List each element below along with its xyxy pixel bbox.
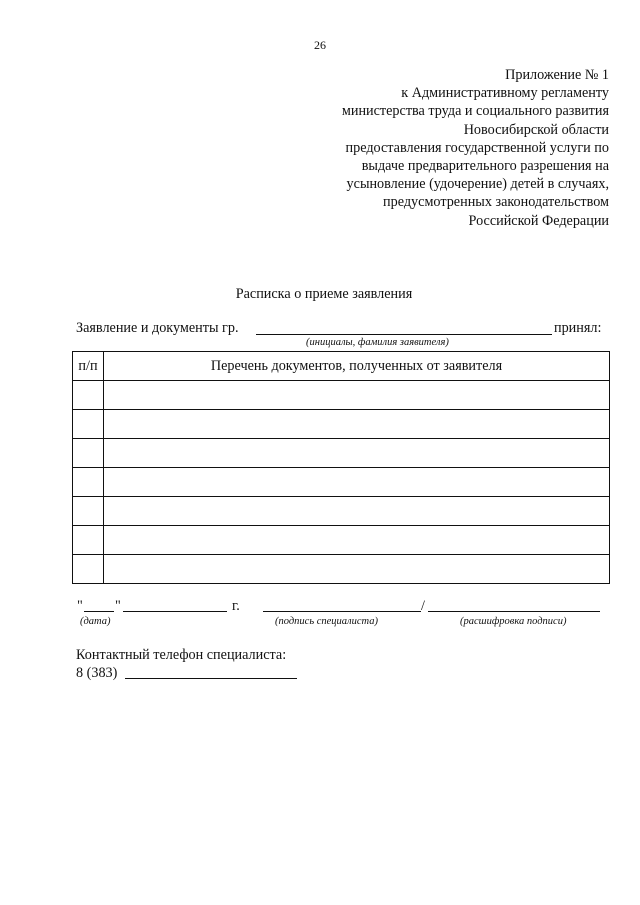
day-field[interactable]	[84, 611, 114, 612]
phone-number-field[interactable]	[125, 678, 297, 679]
contact-label: Контактный телефон специалиста:	[76, 647, 287, 663]
applicant-name-field[interactable]	[256, 334, 552, 335]
date-hint: (дата)	[80, 616, 111, 627]
row-number-cell[interactable]	[73, 497, 104, 526]
appendix-line: усыновление (удочерение) детей в случаях,	[346, 176, 609, 193]
row-number-cell[interactable]	[73, 468, 104, 497]
table-row	[73, 381, 610, 410]
appendix-line: министерства труда и социального развития	[341, 103, 609, 120]
row-document-cell[interactable]	[104, 468, 610, 497]
table-row	[73, 468, 610, 497]
appendix-line: предоставления государственной услуги по	[345, 139, 609, 156]
column-header-number: п/п	[73, 352, 104, 381]
signature-hint: (подпись специалиста)	[275, 616, 379, 627]
date-quote-open: "	[77, 598, 83, 614]
row-document-cell[interactable]	[104, 410, 610, 439]
phone-prefix: 8 (383)	[76, 665, 118, 681]
row-document-cell[interactable]	[104, 439, 610, 468]
row-document-cell[interactable]	[104, 381, 610, 410]
date-quote-close: "	[115, 598, 121, 614]
row-document-cell[interactable]	[104, 526, 610, 555]
row-number-cell[interactable]	[73, 439, 104, 468]
table-row	[73, 439, 610, 468]
appendix-header	[279, 66, 609, 230]
documents-table	[72, 351, 610, 584]
column-header-documents: Перечень документов, полученных от заявителя	[104, 352, 610, 381]
row-number-cell[interactable]	[73, 526, 104, 555]
row-number-cell[interactable]	[73, 555, 104, 584]
row-number-cell[interactable]	[73, 410, 104, 439]
month-field[interactable]	[123, 611, 227, 612]
contact-block	[76, 646, 286, 682]
year-suffix: г.	[232, 598, 240, 614]
appendix-line: Новосибирской области	[463, 121, 609, 138]
signature-decode-field[interactable]	[428, 611, 600, 612]
intro-text: Заявление и документы гр.	[76, 320, 239, 336]
specialist-signature-field[interactable]	[263, 611, 421, 612]
decode-hint: (расшифровка подписи)	[460, 616, 567, 627]
signature-separator: /	[421, 598, 425, 614]
table-row	[73, 526, 610, 555]
appendix-line: Приложение № 1	[505, 67, 609, 83]
appendix-line: выдаче предварительного разрешения на	[361, 158, 609, 175]
table-row	[73, 410, 610, 439]
page-number: 26	[314, 38, 326, 52]
row-document-cell[interactable]	[104, 497, 610, 526]
table-header-row	[73, 352, 610, 381]
row-document-cell[interactable]	[104, 555, 610, 584]
appendix-line: Российской Федерации	[468, 212, 609, 229]
row-number-cell[interactable]	[73, 381, 104, 410]
table-row	[73, 497, 610, 526]
receipt-title: Расписка о приеме заявления	[235, 286, 413, 302]
table-row	[73, 555, 610, 584]
appendix-line: к Административному регламенту	[401, 85, 609, 102]
applicant-hint: (инициалы, фамилия заявителя)	[306, 337, 449, 348]
accepted-label: принял:	[554, 320, 602, 336]
appendix-line: предусмотренных законодательством	[383, 194, 609, 211]
